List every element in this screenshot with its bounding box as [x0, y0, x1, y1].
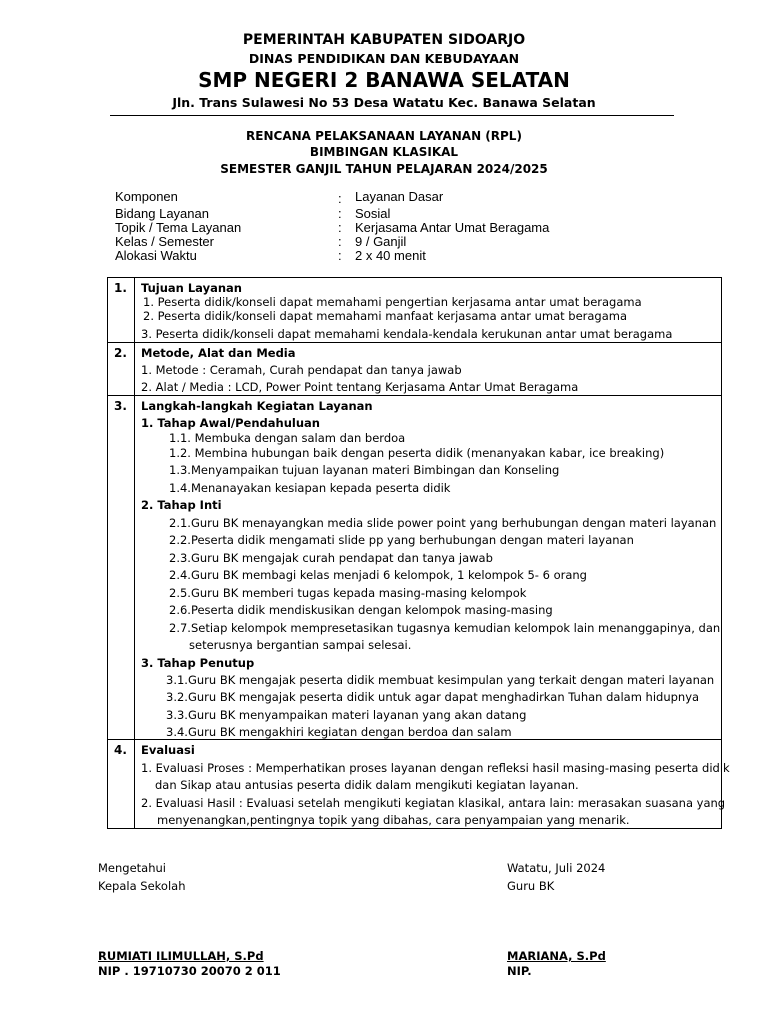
- step-item: 3.4.Guru BK mengakhiri kegiatan dengan berdoa dan salam: [166, 725, 512, 739]
- signature-left-name: RUMIATI ILIMULLAH, S.Pd: [98, 949, 264, 963]
- phase-heading: 1. Tahap Awal/Pendahuluan: [141, 416, 320, 430]
- info-colon: :: [338, 248, 342, 263]
- info-value: Sosial: [355, 206, 391, 221]
- info-colon: :: [338, 191, 342, 206]
- table-row-divider: [107, 342, 722, 343]
- step-item-continuation: seterusnya bergantian sampai selesai.: [189, 638, 412, 652]
- table-row-divider: [107, 395, 722, 396]
- section-heading-steps: Langkah-langkah Kegiatan Layanan: [141, 399, 373, 413]
- signature-left-nip: NIP . 19710730 20070 2 011: [98, 964, 281, 978]
- step-item: 2.3.Guru BK mengajak curah pendapat dan tanya jawab: [169, 551, 493, 565]
- step-item: 2.5.Guru BK memberi tugas kepada masing-masing kelompok: [169, 586, 527, 600]
- method-item: 1. Metode : Ceramah, Curah pendapat dan tanya jawab: [141, 363, 462, 377]
- step-item: 1.1. Membuka dengan salam dan berdoa: [169, 431, 406, 445]
- info-colon: :: [338, 206, 342, 221]
- section-number: 3.: [114, 399, 127, 413]
- step-item: 3.2.Guru BK mengajak peserta didik untuk agar dapat menghadirkan Tuhan dalam hidupnya: [166, 690, 700, 704]
- goal-item: 2. Peserta didik/konseli dapat memahami manfaat kerjasama antar umat beragama: [143, 309, 628, 323]
- method-item: 2. Alat / Media : LCD, Power Point tentang Kerjasama Antar Umat Beragama: [141, 380, 579, 394]
- phase-heading: 3. Tahap Penutup: [141, 656, 255, 670]
- info-label: Kelas / Semester: [115, 234, 214, 249]
- info-value: Layanan Dasar: [355, 189, 444, 204]
- signature-acknowledged: Mengetahui: [98, 861, 166, 875]
- step-item: 1.4.Menanayakan kesiapan kepada peserta didik: [169, 481, 451, 495]
- section-number: 1.: [114, 281, 127, 295]
- header-school-name: SMP NEGERI 2 BANAWA SELATAN: [198, 68, 570, 92]
- section-heading-goals: Tujuan Layanan: [141, 281, 242, 295]
- header-divider: [110, 115, 674, 116]
- section-number: 2.: [114, 346, 127, 360]
- info-value: Kerjasama Antar Umat Beragama: [355, 220, 550, 235]
- step-item: 1.2. Membina hubungan baik dengan peserta didik (menanyakan kabar, ice breaking): [169, 446, 665, 460]
- goal-item: 3. Peserta didik/konseli dapat memahami kendala-kendala kerukunan antar umat beragama: [141, 327, 673, 341]
- signature-right-role: Guru BK: [507, 879, 555, 893]
- goal-item: 1. Peserta didik/konseli dapat memahami pengertian kerjasama antar umat beragama: [143, 295, 642, 309]
- table-column-divider: [134, 277, 135, 829]
- step-item: 2.7.Setiap kelompok mempresetasikan tugasnya kemudian kelompok lain menanggapinya, dan: [169, 621, 721, 635]
- header-department: DINAS PENDIDIKAN DAN KEBUDAYAAN: [248, 51, 520, 66]
- info-label: Topik / Tema Layanan: [115, 220, 242, 235]
- evaluation-item-continuation: dan Sikap atau antusias peserta didik dalam mengikuti kegiatan layanan.: [155, 778, 579, 792]
- doc-subtitle: BIMBINGAN KLASIKAL: [309, 145, 459, 159]
- doc-semester: SEMESTER GANJIL TAHUN PELAJARAN 2024/2025: [220, 162, 548, 176]
- evaluation-item: 2. Evaluasi Hasil : Evaluasi setelah mengikuti kegiatan klasikal, antara lain: merasakan suasana yang: [141, 796, 726, 810]
- section-heading-evaluation: Evaluasi: [141, 743, 195, 757]
- table-row-divider: [107, 739, 722, 740]
- header-address: Jln. Trans Sulawesi No 53 Desa Watatu Kec. Banawa Selatan: [172, 95, 596, 110]
- info-colon: :: [338, 234, 342, 249]
- signature-right-nip: NIP.: [507, 964, 532, 978]
- info-value: 9 / Ganjil: [355, 234, 407, 249]
- step-item: 2.2.Peserta didik mengamati slide pp yang berhubungan dengan materi layanan: [169, 533, 634, 547]
- section-heading-method: Metode, Alat dan Media: [141, 346, 296, 360]
- step-item: 2.6.Peserta didik mendiskusikan dengan kelompok masing-masing: [169, 603, 553, 617]
- header-government: PEMERINTAH KABUPATEN SIDOARJO: [242, 32, 526, 48]
- info-colon: :: [338, 220, 342, 235]
- step-item: 2.1.Guru BK menayangkan media slide power point yang berhubungan dengan materi layanan: [169, 516, 717, 530]
- doc-title: RENCANA PELAKSANAAN LAYANAN (RPL): [246, 129, 522, 143]
- step-item: 1.3.Menyampaikan tujuan layanan materi Bimbingan dan Konseling: [169, 463, 560, 477]
- signature-left-role: Kepala Sekolah: [98, 879, 186, 893]
- section-number: 4.: [114, 743, 127, 757]
- step-item: 2.4.Guru BK membagi kelas menjadi 6 kelompok, 1 kelompok 5- 6 orang: [169, 568, 587, 582]
- phase-heading: 2. Tahap Inti: [141, 498, 222, 512]
- step-item: 3.3.Guru BK menyampaikan materi layanan yang akan datang: [166, 708, 527, 722]
- evaluation-item-continuation: menyenangkan,pentingnya topik yang dibahas, cara penyampaian yang menarik.: [157, 813, 630, 827]
- info-label: Bidang Layanan: [115, 206, 209, 221]
- evaluation-item: 1. Evaluasi Proses : Memperhatikan proses layanan dengan refleksi hasil masing-masing peserta didik: [141, 761, 730, 775]
- info-label: Alokasi Waktu: [115, 248, 197, 263]
- signature-right-name: MARIANA, S.Pd: [507, 949, 606, 963]
- step-item: 3.1.Guru BK mengajak peserta didik membuat kesimpulan yang terkait dengan materi layanan: [166, 673, 715, 687]
- signature-place-date: Watatu, Juli 2024: [507, 861, 606, 875]
- info-value: 2 x 40 menit: [355, 248, 426, 263]
- info-label: Komponen: [115, 189, 178, 204]
